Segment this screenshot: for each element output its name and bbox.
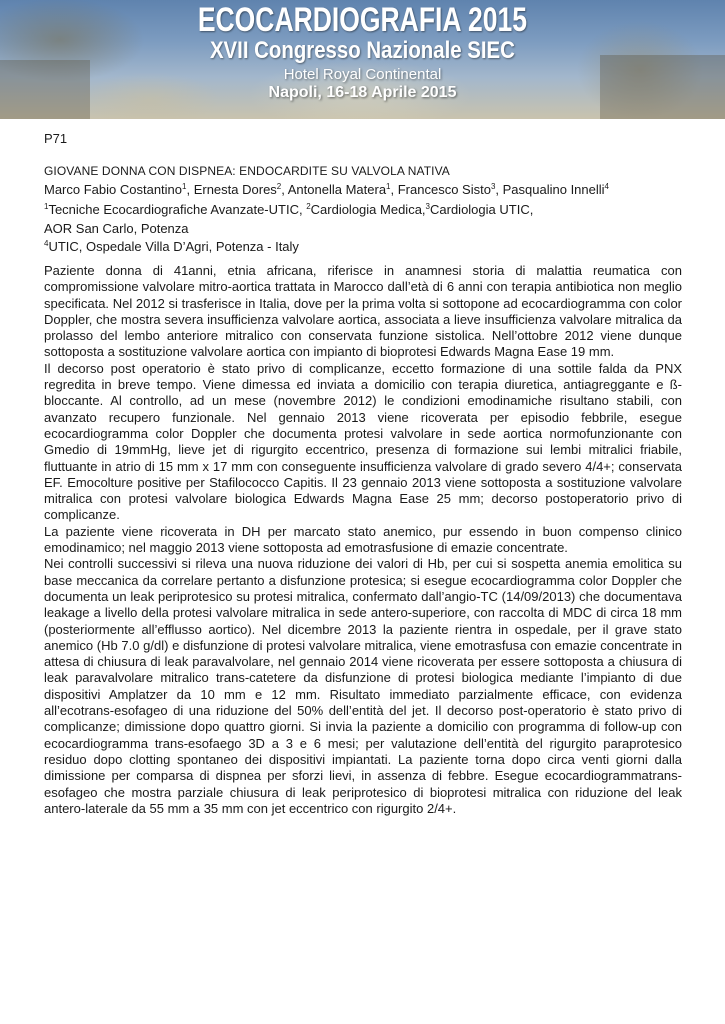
- body-paragraph: Il decorso post operatorio è stato privo di complicanze, eccetto formazione di una sottile falda da PNX regredita in breve tempo. Viene dimessa ed inviata a domicilio con terapia diuretica, antiagreggante e ß-bloccante. Al controllo, ad un mese (novembre 2012) le condizioni emodinamiche risultano stabili, con avanzato recupero funzionale. Nel gennaio 2013 viene ricoverata per episodio febbrile, esegue ecocardiogramma color Doppler che documenta protesi valvolare in sede aortica normofunzionante con Gmedio di 19mmHg, lieve jet di rigurgito eccentrico, presenza di formazione sui lembi mitralici friabile, fluttuante in atrio di 15 mm x 17 mm con conseguente insufficienza valvolare di grado severo 4/4+; conservata EF. Emocolture positive per Stafilococco Capitis. Il 23 gennaio 2013 viene sottoposta a sostituzione valvolare mitralica con protesi valvolare biologica Edwards Magna Ease 25 mm; decorso postoperatorio privo di complicanze.: [44, 360, 682, 523]
- header-banner: [0, 0, 725, 119]
- affiliation-line: [44, 238, 684, 258]
- congress-subtitle: XVII Congresso Nazionale SIEC: [209, 37, 515, 64]
- abstract-body: [44, 263, 682, 817]
- affiliation-number: 1: [44, 201, 49, 211]
- author-name: Pasqualino Innelli: [502, 182, 605, 197]
- affiliation-line: [44, 201, 684, 221]
- affiliation-line: AOR San Carlo, Potenza: [44, 221, 189, 236]
- affiliation-text: Cardiologia Medica,: [310, 201, 426, 217]
- author-separator: ,: [390, 182, 398, 197]
- author-name: Antonella Matera: [287, 182, 387, 197]
- body-paragraph: La paziente viene ricoverata in DH per marcato stato anemico, pur essendo in buon compenso clinico emodinamico; nel maggio 2013 viene sottoposta ad emotrasfusione di emazie concentrate.: [44, 523, 682, 556]
- affiliation-number: 4: [44, 238, 49, 248]
- affiliation-text: Tecniche Ecocardiografiche Avanzate-UTIC,: [48, 201, 307, 217]
- author-affiliation-number: 2: [276, 182, 282, 191]
- author-affiliation-number: 4: [604, 182, 609, 191]
- author-name: Ernesta Dores: [193, 182, 277, 197]
- authors-block: [44, 181, 684, 257]
- affiliation-text: UTIC, Ospedale Villa D’Agri, Potenza - Italy: [48, 238, 299, 254]
- author-affiliation-number: 3: [490, 182, 496, 191]
- affiliation-number: 2: [306, 201, 311, 211]
- affiliation-text: Cardiologia UTIC,: [430, 201, 534, 217]
- author-affiliation-number: 1: [182, 182, 187, 191]
- affiliation-number: 3: [425, 201, 430, 211]
- abstract-code: P71: [44, 131, 68, 146]
- author-separator: ,: [281, 182, 288, 197]
- congress-title: ECOCARDIOGRAFIA 2015: [197, 1, 527, 39]
- body-paragraph: Paziente donna di 41anni, etnia africana, riferisce in anamnesi storia di malattia reumatica con compromissione valvolare mitro-aortica trattata in Marocco dall’età di 6 anni con terapia antibiotica non meglio specificata. Nel 2012 si trasferisce in Italia, dove per la prima volta si sottopone ad ecocardiogramma con color Doppler, che mostra severa insufficienza valvolare aortica, associata a lieve insufficienza valvolare mitralica da prolasso del lembo anteriore mitralico con conservata funzione sistolica. Nell’ottobre 2012 viene dunque sottoposta a sostituzione valvolare aortica con impianto di bioprotesi Edwards Magna Ease 19 mm.: [44, 263, 682, 360]
- banner-titles: [0, 0, 725, 119]
- author-separator: ,: [186, 182, 194, 197]
- author-separator: ,: [495, 182, 503, 197]
- author-name: Francesco Sisto: [397, 182, 491, 197]
- congress-location-date: Napoli, 16-18 Aprile 2015: [268, 84, 457, 101]
- author-list: [44, 181, 684, 201]
- congress-venue: Hotel Royal Continental: [283, 66, 442, 83]
- author-name: Marco Fabio Costantino: [44, 182, 183, 197]
- body-paragraph: Nei controlli successivi si rileva una nuova riduzione dei valori di Hb, per cui si sospetta anemia emolitica su base meccanica da correlare pertanto a disfunzione protesica; si esegue ecocardiogramma color Doppler che documenta un leak periprotesico su protesi mitralica, confermato dall’angio-TC (14/09/2013) che documentava leakage a livello della protesi valvolare mitralica in sede antero-superiore, con raccolta di MDC di circa 18 mm (posteriormente all’efflusso aortico). Nel dicembre 2013 la paziente rientra in ospedale, per il grave stato anemico (Hb 7.0 g/dl) e disfunzione di protesi valvolare mitralica, viene emotrasfusa con emazie concentrate in attesa di chiusura di leak paravalvolare, nel gennaio 2014 viene ricoverata per essere sottoposta a chiusura di leak paravalvolare mitralico trans-catetere da disfunzione di protesi biologica mediante l’impianto di due dispositivi Amplatzer da 10 mm e 12 mm. Risultato immediato parzialmente efficace, con evidenza all’ecotrans-esofageo di una riduzione del 50% dell’entità del jet. Il decorso post-operatorio è stato privo di complicanze; dimissione dopo quattro giorni. Si invia la paziente a domicilio con programma di follow-up con ecocardiogramma trans-esofaego 3D a 3 e 6 mesi; per valutazione dell’entità del rigurgito paraprotesico residuo dopo clotting spontaneo dei dispositivi impiantati. La paziente torna dopo circa venti giorni dalla dimissione per comparsa di dispnea per sforzi lievi, in assenza di febbre. Esegue ecocardiogrammatrans-esofageo che mostra parziale chiusura di leak periprotesico di bioprotesi mitralica con riduzione del leak antero-laterale da 55 mm a 35 mm con jet eccentrico con rigurgito 2/4+.: [44, 556, 682, 816]
- author-affiliation-number: 1: [386, 182, 391, 191]
- abstract-title: GIOVANE DONNA CON DISPNEA: ENDOCARDITE SU VALVOLA NATIVA: [44, 164, 450, 178]
